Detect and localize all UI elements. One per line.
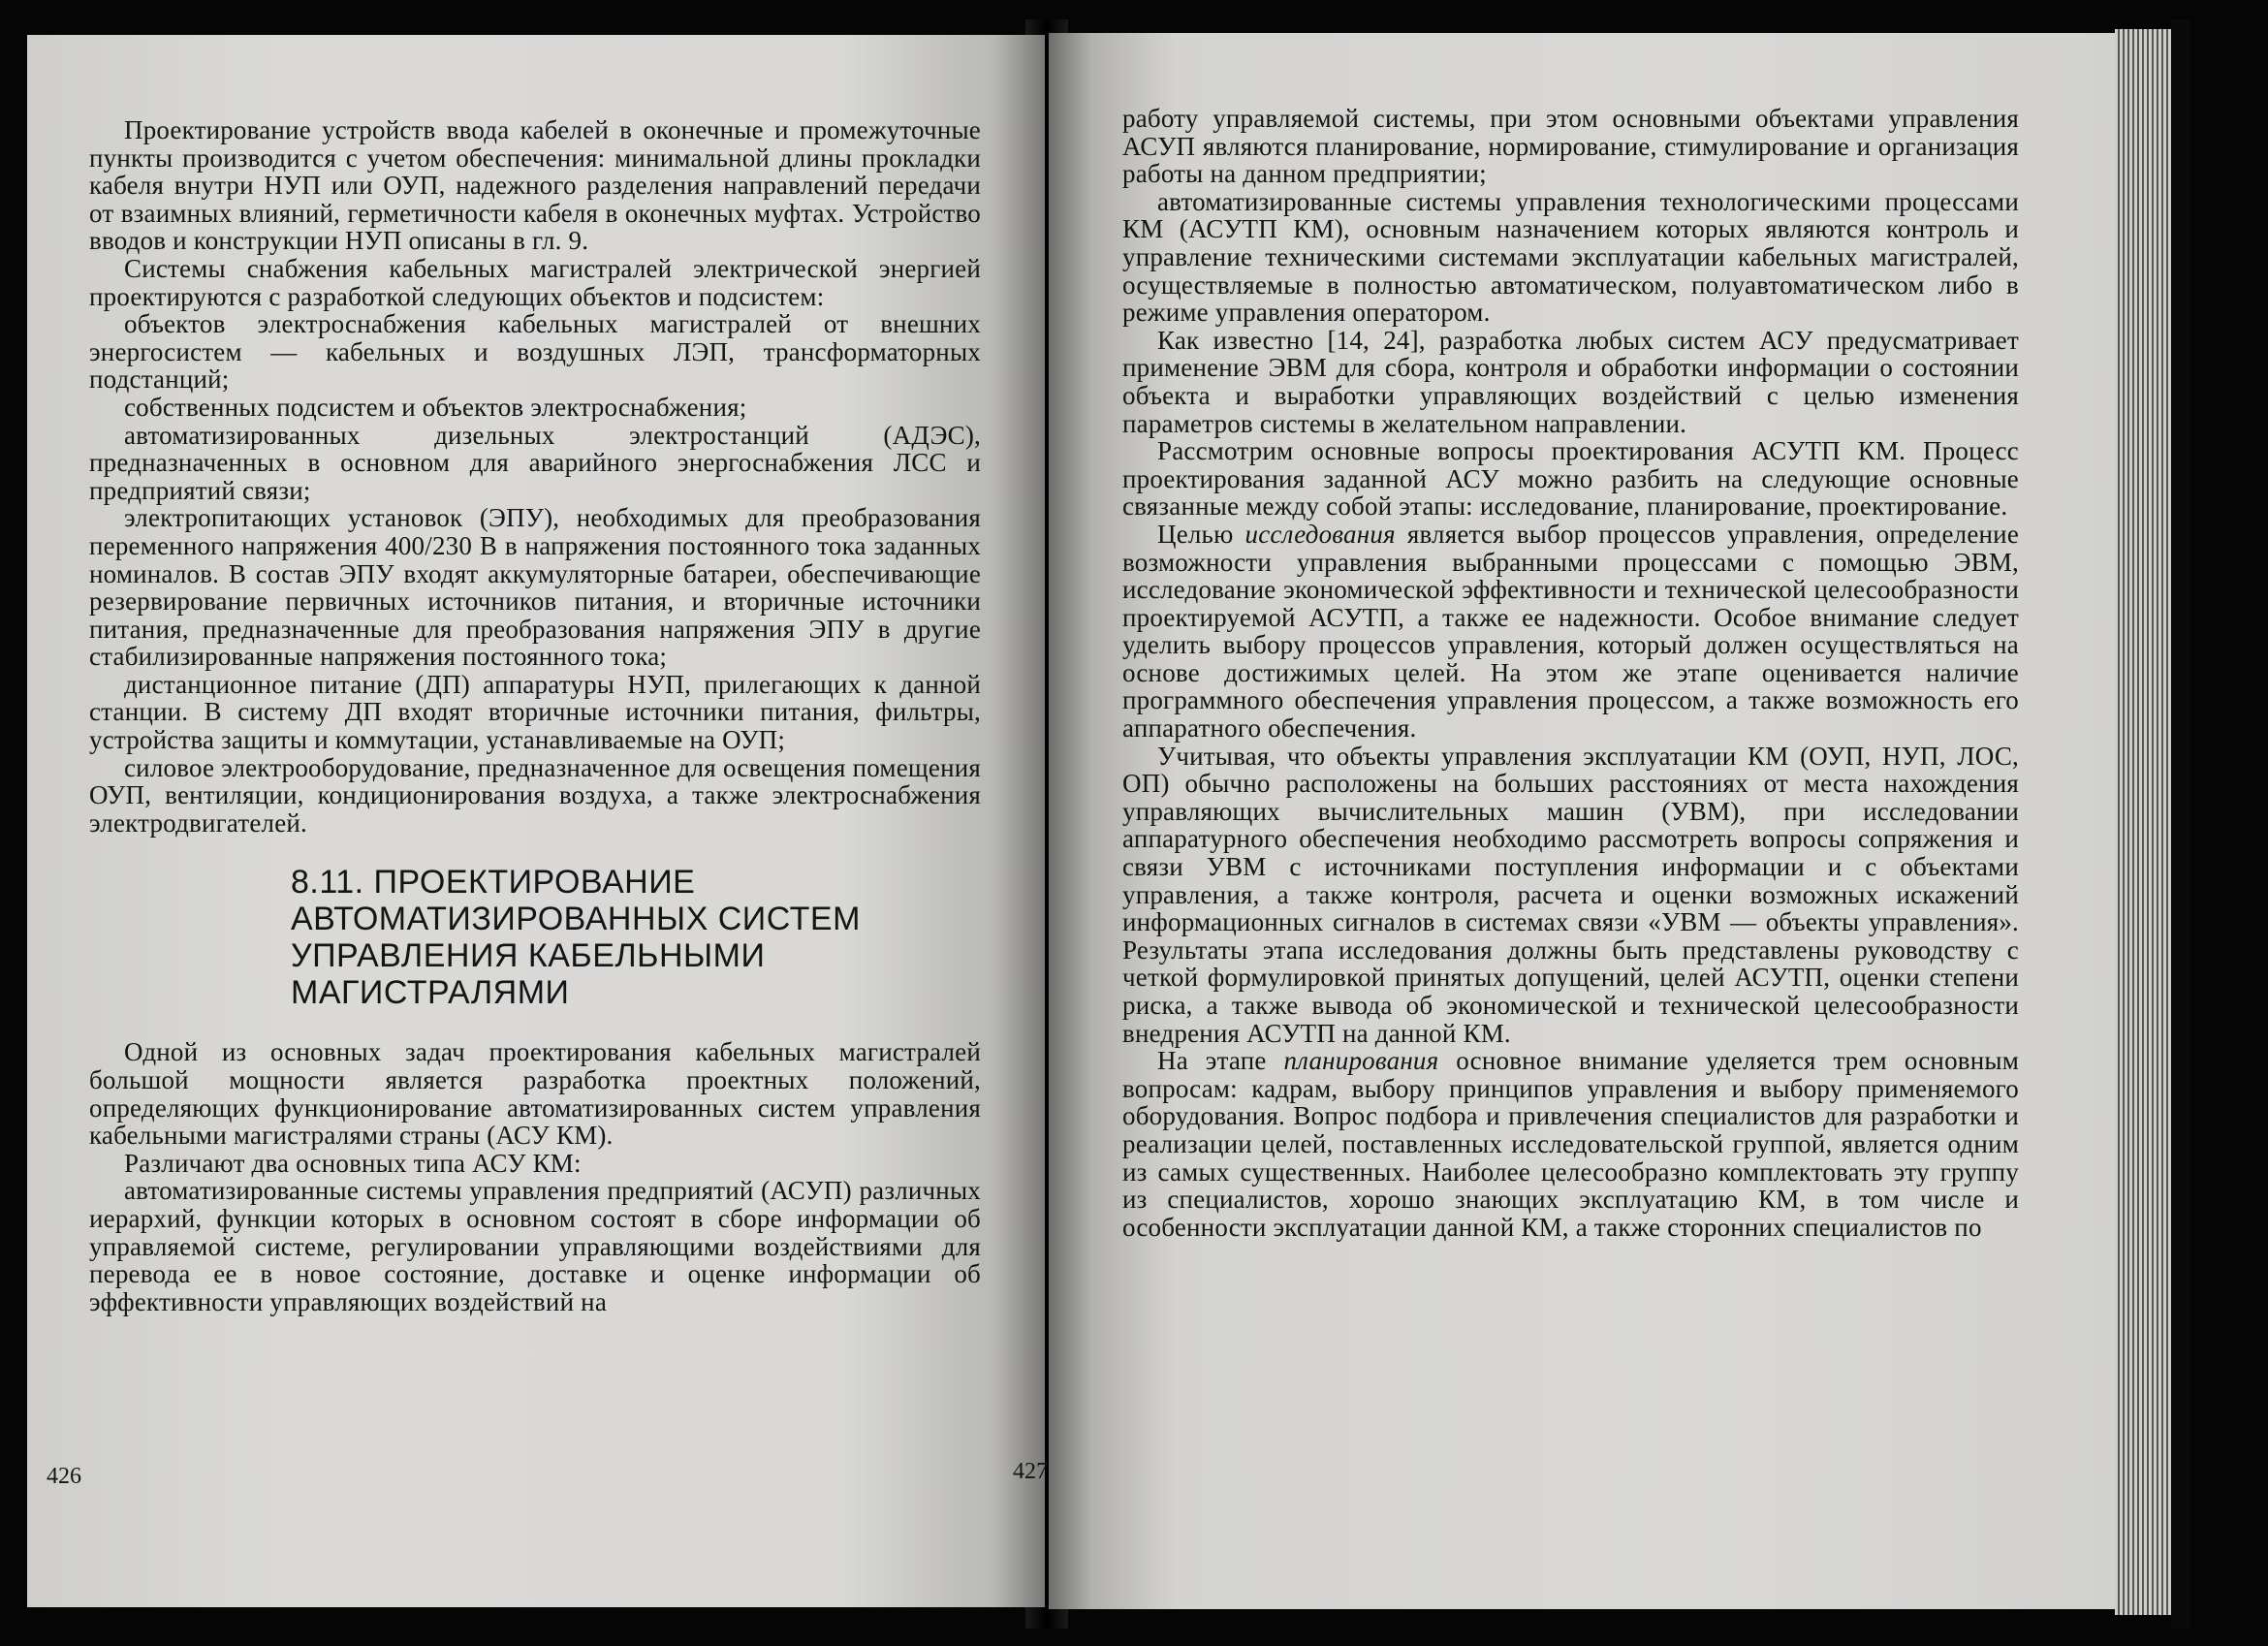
page-number: 427 xyxy=(1013,1459,1048,1484)
left-page-text xyxy=(89,116,981,1315)
paragraph: Как известно [14, 24], разработка любых систем АСУ предусматривает применение ЭВМ для сбора, контроля и обработки информации о состоянии объекта и выработки управляющих воздействий с целью изменения параметров системы в желательном направлении. xyxy=(1122,325,2019,438)
list-item: силовое электрооборудование, предназначенное для освещения помещения ОУП, вентиляции, кондиционирования воздуха, а также электроснабжения электродвигателей. xyxy=(89,752,981,838)
paragraph: Учитывая, что объекты управления эксплуатации КМ (ОУП, НУП, ЛОС, ОП) обычно расположены на больших расстояниях от места нахождения управляющих вычислительных машин (УВМ), при исследовании аппаратурного обеспечения необходимо рассмотреть вопросы сопряжения и связи УВМ с источниками поступления информации и с объектами управления, а также контроля, расчета и оценки возможных искажений информационных сигналов в системах связи «УВМ — объекты управления». Результаты этапа исследования должны быть представлены руководству с четкой формулировкой принятых допущений, целей АСУТП, оценки степени риска, а также вывода об экономической и технической целесообразности внедрения АСУТП на данной КМ. xyxy=(1122,741,2019,1048)
list-item: дистанционное питание (ДП) аппаратуры НУП, прилегающих к данной станции. В систему ДП входят вторичные источники питания, фильтры, устройства защиты и коммутации, устанавливаемые на ОУП; xyxy=(89,669,981,755)
paragraph: Рассмотрим основные вопросы проектирования АСУТП КМ. Процесс проектирования заданной АСУ можно разбить на следующие основные связанные между собой этапы: исследование, планирование, проектирование. xyxy=(1122,436,2019,522)
list-item: собственных подсистем и объектов электроснабжения; xyxy=(124,392,747,422)
emphasis-term: планирования xyxy=(1283,1046,1439,1076)
list-item: электропитающих установок (ЭПУ), необходимых для преобразования переменного напряжения 400/230 В в напряжения постоянного тока заданных номиналов. В состав ЭПУ входят аккумуляторные батареи, обеспечивающие резервирование первичных источников питания, и вторичные источники питания, предназначенные для преобразования напряжения ЭПУ в другие стабилизированные напряжения постоянного тока; xyxy=(89,503,981,672)
page-number: 426 xyxy=(47,1464,81,1489)
text-run: Целью xyxy=(1157,519,1245,549)
paragraph-research xyxy=(1122,521,2019,743)
text-run: основное внимание уделяется трем основным вопросам: кадрам, выбору принципов управления и выбору применяемого оборудования. Вопрос подбора и привлечения специалистов для разработки и реализации целей, поставленных исследовательской группой, является одним из самых существенных. Наиболее целесообразно комплектовать эту группу из специалистов, хорошо знающих эксплуатацию КМ, в том числе и особенности эксплуатации данной КМ, а также сторонних специалистов по xyxy=(1122,1046,2020,1242)
text-run: На этапе xyxy=(1157,1046,1284,1076)
paragraph: Различают два основных типа АСУ КМ: xyxy=(124,1148,582,1178)
right-page-text xyxy=(1122,105,2019,1241)
book-edge-shadow xyxy=(2171,19,2190,1629)
paragraph: Проектирование устройств ввода кабелей в оконечные и промежуточные пункты производится с учетом обеспечения: минимальной длины прокладки кабеля внутри НУП или ОУП, надежного разделения направлений передачи от взаимных влияний, герметичности кабеля в оконечных муфтах. Устройство вводов и конструкции НУП описаны в гл. 9. xyxy=(89,115,981,256)
section-heading-line: УПРАВЛЕНИЯ КАБЕЛЬНЫМИ xyxy=(291,937,766,975)
paragraph: Одной из основных задач проектирования кабельных магистралей большой мощности является разработка проектных положений, определяющих функционирование автоматизированных систем управления кабельными магистралями страны (АСУ КМ). xyxy=(89,1037,981,1151)
paragraph-planning xyxy=(1122,1047,2019,1241)
section-heading xyxy=(291,864,981,1011)
section-heading-line: МАГИСТРАЛЯМИ xyxy=(291,974,570,1012)
section-heading-line: АВТОМАТИЗИРОВАННЫХ СИСТЕМ xyxy=(291,901,861,938)
section-heading-line: 8.11. ПРОЕКТИРОВАНИЕ xyxy=(291,864,696,902)
text-run: является выбор процессов управления, определение возможности управления выбранными процессами с помощью ЭВМ, исследование экономической эффективности и технической целесообразности проектируемой АСУТП, а также ее надежности. Особое внимание следует уделить выбору процессов управления, который должен осуществляться на основе достижимых целей. На этом же этапе оценивается наличие программного обеспечения управления процессом, а также возможность его аппаратного обеспечения. xyxy=(1122,519,2020,744)
book-page-edges xyxy=(2115,29,2173,1615)
list-item: автоматизированные системы управления технологическими процессами КМ (АСУТП КМ), основным назначением которых являются контроль и управление техническими системами эксплуатации кабельных магистралей, осуществляемые в полностью автоматическом, полуавтоматическом либо в режиме управления оператором. xyxy=(1122,186,2019,328)
list-item: автоматизированных дизельных электростанций (АДЭС), предназначенных в основном для аварийного энергоснабжения ЛСС и предприятий связи; xyxy=(89,420,981,505)
paragraph-continuation: работу управляемой системы, при этом основными объектами управления АСУП являются планирование, нормирование, стимулирование и организация работы на данном предприятии; xyxy=(1122,104,2019,189)
list-item: объектов электроснабжения кабельных магистралей от внешних энергосистем — кабельных и воздушных ЛЭП, трансформаторных подстанций; xyxy=(89,309,981,395)
paragraph: Системы снабжения кабельных магистралей электрической энергией проектируются с разработкой следующих объектов и подсистем: xyxy=(89,253,981,311)
emphasis-term: исследования xyxy=(1244,519,1396,549)
list-item: автоматизированные системы управления предприятий (АСУП) различных иерархий, функции которых в основном состоят в сборе информации об управляемой системе, регулировании управляющими воздействиями для перевода ее в новое состояние, доставке и оценке информации об эффективности управляющих воздействий на xyxy=(89,1176,981,1316)
